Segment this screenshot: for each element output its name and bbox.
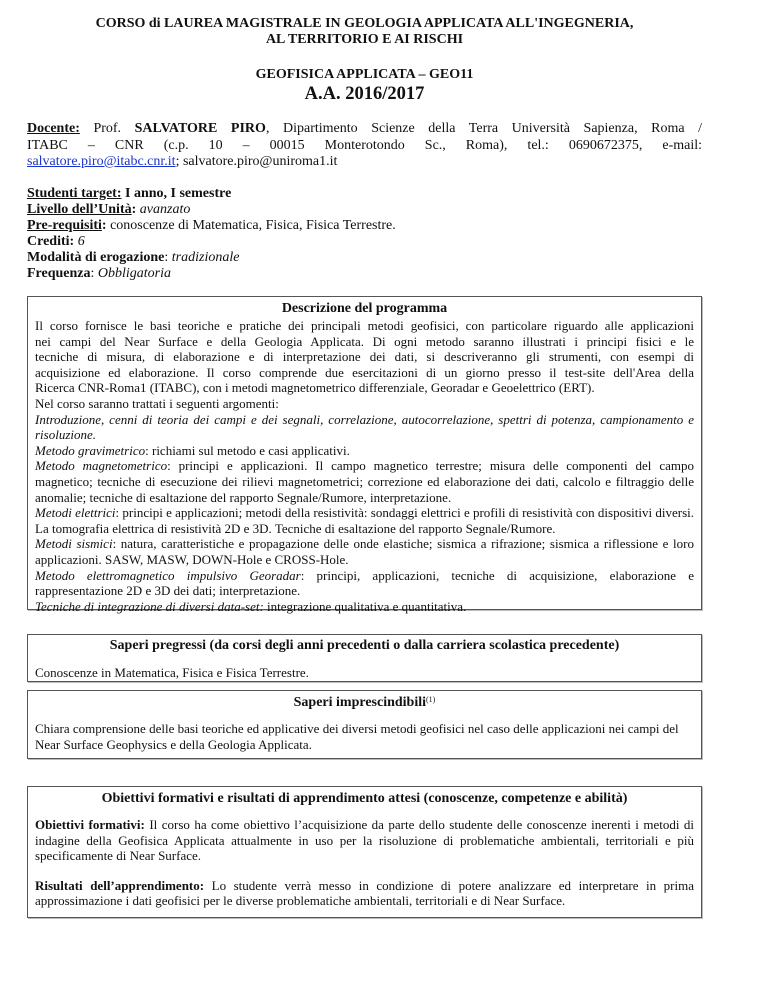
- info-prerequisiti-value: conoscenze di Matematica, Fisica, Fisica Terrestre.: [110, 218, 396, 233]
- pregressi-body: [28, 654, 701, 681]
- info-frequenza: [27, 266, 702, 282]
- programma-intro-line: nei campi del Near Surface e della Geologia Applicata. Di ogni metodo saranno illustrati i principi fisici e le: [35, 333, 694, 349]
- info-livello-value: avanzato: [139, 202, 191, 217]
- programma-intro-last: Ricerca CNR-Roma1 (ITABC), con i metodi magnetometrico differenziale, Georadar e Geoelettrico (ERT).: [35, 380, 595, 396]
- programma-topics-intro: Nel corso saranno trattati i seguenti argomenti:: [35, 395, 279, 411]
- topic-item: [35, 412, 694, 443]
- info-crediti-label: Crediti:: [27, 234, 75, 249]
- docente-line1: [27, 121, 702, 138]
- docente-affiliation: , Dipartimento Scienze della Terra Università Sapienza, Roma /: [265, 121, 703, 136]
- info-modalita-value: tradizionale: [171, 250, 240, 265]
- info-frequenza-value: Obbligatoria: [97, 266, 172, 281]
- info-studenti-label: Studenti target:: [27, 186, 122, 201]
- info-prerequisiti-label: Pre-requisiti: [27, 218, 102, 233]
- topic-item: [35, 443, 694, 459]
- docente-name: SALVATORE PIRO: [134, 121, 266, 136]
- imprescindibili-text: Chiara comprensione delle basi teoriche ed applicative dei diversi metodi geofisici nel caso delle applicazioni nei campi del Near Surface Geophysics e della Geologia Applicata.: [35, 721, 679, 752]
- topic-desc: : principi, applicazioni, tecniche di acquisizione, elaborazione e rappresentazione 2D e 3D dei dati; interpretazione.: [35, 567, 694, 599]
- email-secondary: salvatore.piro@uniroma1.it: [182, 154, 338, 169]
- docente-block: [27, 121, 702, 171]
- pregressi-box: [27, 634, 702, 682]
- email-separator: ;: [175, 154, 183, 169]
- topic-name: Metodi sismici: [35, 536, 113, 552]
- obiettivi-box: [27, 786, 702, 918]
- topic-desc: : richiami sul metodo e casi applicativi.: [145, 442, 350, 458]
- info-studenti-value: I anno, I semestre: [121, 186, 232, 201]
- programma-intro-line: tecniche di misura, di elaborazione e di interpretazione dei dati, si descriveranno gli strumenti, con esempi di: [35, 349, 694, 365]
- programma-intro-line: Il corso fornisce le basi teoriche e pratiche dei principali metodi geofisici, con particolare riguardo alle applicazioni: [35, 318, 694, 333]
- academic-year: A.A. 2016/2017: [304, 84, 425, 104]
- obiettivi-body: [28, 807, 701, 909]
- topic-name: Metodo elettromagnetico impulsivo Georadar: [35, 567, 301, 583]
- topic-name: Introduzione, cenni di teoria dei campi e dei segnali, correlazione, autocorrelazione, spettri di potenza, campionamento e risoluzione.: [35, 411, 694, 443]
- imprescindibili-body: [28, 711, 701, 752]
- imprescindibili-title: Saperi imprescindibili: [293, 695, 427, 710]
- info-crediti-value: 6: [74, 234, 85, 249]
- programma-intro-line: acquisizione ed elaborazione. Il corso comprende due esercitazioni di un giorno presso il test-site dell'Area della: [35, 364, 694, 380]
- info-frequenza-sep: :: [90, 266, 98, 281]
- info-modalita-label: Modalità di erogazione: [27, 250, 165, 265]
- topic-name: Metodo gravimetrico: [35, 442, 146, 458]
- obiettivi-formativi: [35, 817, 694, 864]
- info-studenti: [27, 186, 702, 202]
- docente-line3: [27, 154, 702, 171]
- docente-label: Docente:: [27, 121, 80, 136]
- programma-body: [28, 317, 701, 614]
- degree-title-line1: CORSO di LAUREA MAGISTRALE IN GEOLOGIA APPLICATA ALL'INGEGNERIA,: [95, 16, 634, 31]
- programma-title: Descrizione del programma: [281, 301, 448, 316]
- docente-title: Prof.: [93, 121, 122, 136]
- info-prerequisiti-sep: :: [101, 218, 111, 233]
- info-livello-sep: :: [131, 202, 140, 217]
- topic-item: [35, 599, 694, 615]
- topic-desc: : natura, caratteristiche e propagazione delle onde elastiche; sismica a rifrazione; sismica a riflessione e loro applicazioni. SASW, MASW, DOWN-Hole e CROSS-Hole.: [35, 536, 694, 567]
- topic-desc: integrazione qualitativa e quantitativa.: [263, 598, 467, 614]
- info-livello-label: Livello dell’Unità: [27, 202, 132, 217]
- topic-desc: : principi e applicazioni; metodi della resistività: sondaggi elettrici e profili di resistività con dispositivi diversi. La tomografia elettrica di resistività 2D e 3D. Tecniche di esaltazione del rapporto Segnale/Rumore.: [35, 505, 694, 536]
- obiettivi-risultati: [35, 878, 694, 909]
- info-modalita-sep: :: [164, 250, 172, 265]
- topic-item: [35, 568, 694, 599]
- topic-name: Metodi elettrici: [35, 505, 116, 521]
- topic-item: [35, 536, 694, 567]
- info-frequenza-label: Frequenza: [27, 266, 91, 281]
- obiettivi-formativi-label: Obiettivi formativi:: [35, 817, 145, 832]
- footnote-marker: (1): [426, 695, 436, 704]
- info-modalita: [27, 250, 702, 266]
- imprescindibili-box: [27, 690, 702, 759]
- programma-box: [27, 296, 702, 614]
- pregressi-title: Saperi pregressi (da corsi degli anni precedenti o dalla carriera scolastica precedente): [109, 638, 620, 653]
- topic-name: Metodo magnetometrico: [35, 458, 168, 474]
- obiettivi-risultati-label: Risultati dell’apprendimento:: [35, 877, 205, 893]
- topic-name: Tecniche di integrazione di diversi data-set:: [35, 598, 264, 614]
- topic-item: [35, 505, 694, 536]
- docente-line2: ITABC – CNR (c.p. 10 – 00015 Monterotondo Sc., Roma), tel.: 0690672375, e-mail:: [27, 137, 702, 153]
- info-prerequisiti: [27, 218, 702, 234]
- email-link[interactable]: salvatore.piro@itabc.cnr.it: [27, 154, 176, 169]
- obiettivi-risultati-text: Lo studente verrà messo in condizione di potere analizzare ed interpretare in prima approssimazione i dati geofisici per le diverse problematiche ambientali, territoriali e di Near Surface.: [35, 877, 694, 909]
- degree-title-line2: AL TERRITORIO E AI RISCHI: [265, 32, 464, 47]
- course-info: [27, 186, 702, 282]
- obiettivi-formativi-text: Il corso ha come obiettivo l’acquisizione da parte dello studente delle conoscenze inerenti i metodi di indagine della Geofisica Applicata attualmente in uso per la risoluzione di problematiche ambientali, territoriali e più specificamente di Near Surface.: [35, 817, 694, 864]
- pregressi-text: Conoscenze in Matematica, Fisica e Fisica Terrestre.: [35, 665, 309, 680]
- imprescindibili-heading: [28, 691, 701, 711]
- spacer: [35, 864, 694, 878]
- topic-desc: : principi e applicazioni. Il campo magnetico terrestre; misura delle componenti del campo magnetico; tecniche di esecuzione dei rilievi magnetometrici; correzione ed elaborazione dei dati, calcolo e filtraggio delle anomalie; tecniche di esaltazione del rapporto Segnale/Rumore, interpretazione.: [35, 458, 694, 505]
- topic-item: [35, 458, 694, 505]
- course-title: GEOFISICA APPLICATA – GEO11: [255, 67, 474, 82]
- info-livello: [27, 202, 702, 218]
- info-crediti: [27, 234, 702, 250]
- obiettivi-title: Obiettivi formativi e risultati di apprendimento attesi (conoscenze, competenze e abilità): [101, 791, 628, 806]
